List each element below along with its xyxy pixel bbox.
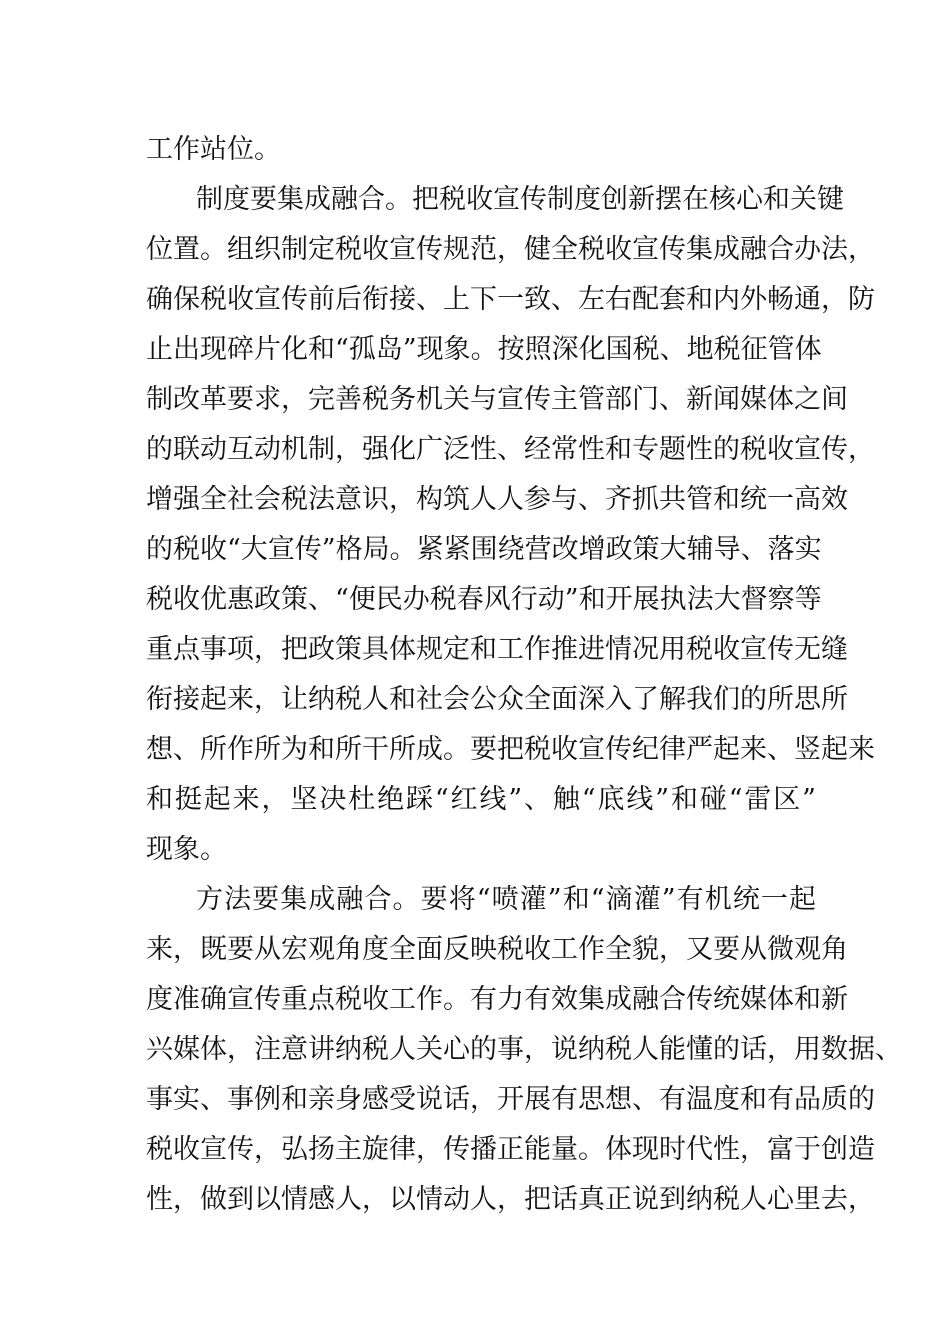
paragraph-start-line: 制度要集成融合。把税收宣传制度创新摆在核心和关键	[196, 184, 844, 215]
text-line: 衔接起来，让纳税人和社会公众全面深入了解我们的所思所	[146, 684, 848, 715]
text-line: 来，既要从宏观角度全面反映税收工作全貌，又要从微观角	[146, 934, 848, 965]
text-line: 工作站位。	[146, 134, 281, 165]
text-line: 制改革要求，完善税务机关与宣传主管部门、新闻媒体之间	[146, 384, 848, 415]
text-line: 税收优惠政策、“便民办税春风行动”和开展执法大督察等	[146, 584, 822, 615]
text-line: 性，做到以情感人，以情动人，把话真正说到纳税人心里去，	[146, 1184, 875, 1215]
text-line: 的税收“大宣传”格局。紧紧围绕营改增政策大辅导、落实	[146, 534, 822, 565]
paragraph-start-line: 方法要集成融合。要将“喷灌”和“滴灌”有机统一起	[196, 884, 816, 915]
text-line: 度准确宣传重点税收工作。有力有效集成融合传统媒体和新	[146, 984, 848, 1015]
text-line: 增强全社会税法意识，构筑人人参与、齐抓共管和统一高效	[146, 484, 848, 515]
text-line: 重点事项，把政策具体规定和工作推进情况用税收宣传无缝	[146, 634, 848, 665]
text-line: 想、所作所为和所干所成。要把税收宣传纪律严起来、竖起来	[146, 734, 875, 765]
text-line: 税收宣传，弘扬主旋律，传播正能量。体现时代性，富于创造	[146, 1134, 875, 1165]
text-line: 确保税收宣传前后衔接、上下一致、左右配套和内外畅通，防	[146, 284, 875, 315]
text-line: 的联动互动机制，强化广泛性、经常性和专题性的税收宣传，	[146, 434, 875, 465]
text-line: 现象。	[146, 834, 227, 865]
text-line: 止出现碎片化和“孤岛”现象。按照深化国税、地税征管体	[146, 334, 822, 365]
text-line: 和挺起来，坚决杜绝踩“红线”、触“底线”和碰“雷区”	[146, 784, 816, 815]
text-line: 兴媒体，注意讲纳税人关心的事，说纳税人能懂的话，用数据、	[146, 1034, 902, 1065]
text-line: 事实、事例和亲身感受说话，开展有思想、有温度和有品质的	[146, 1084, 875, 1115]
text-line: 位置。组织制定税收宣传规范，健全税收宣传集成融合办法，	[146, 234, 875, 265]
